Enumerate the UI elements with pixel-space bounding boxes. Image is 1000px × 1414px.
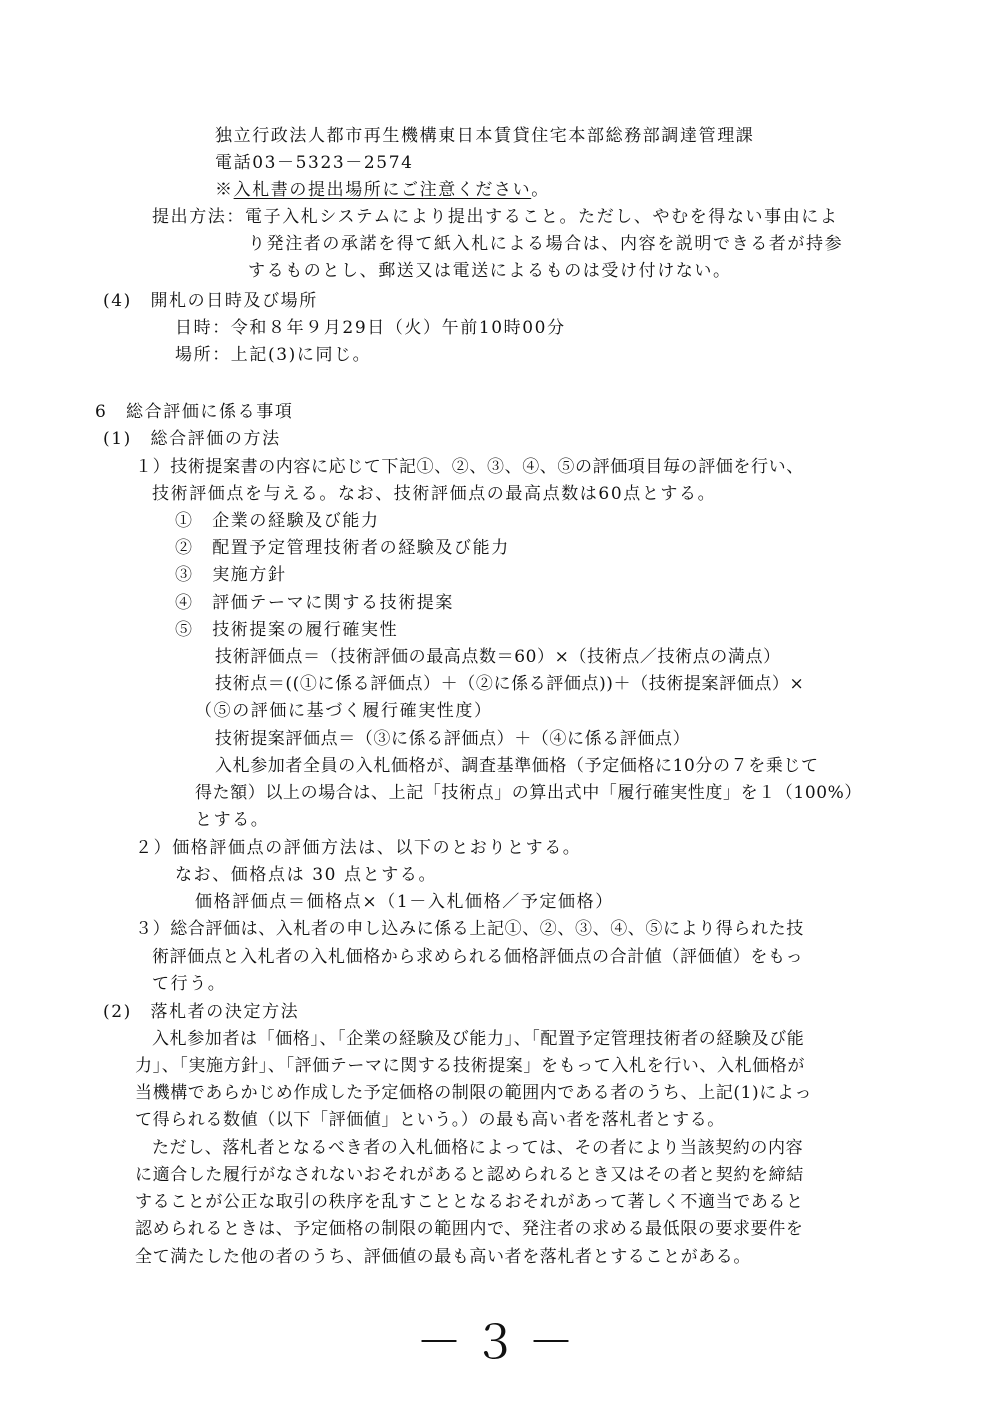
page-number: －３－ <box>416 1315 584 1369</box>
submission-method-line: するものとし、郵送又は電送によるものは受け付けない。 <box>248 261 732 281</box>
paragraph-line: 得た額）以上の場合は、上記「技術点」の算出式中「履行確実性度」を１（100%） <box>195 783 862 803</box>
paragraph-line: ３）総合評価は、入札者の申し込みに係る上記①、②、③、④、⑤により得られた技 <box>135 919 804 939</box>
formula-line: 技術点＝((①に係る評価点）＋（②に係る評価点))＋（技術提案評価点）× <box>215 674 805 694</box>
contact-phone: 電話03－5323－2574 <box>215 153 414 173</box>
paragraph-line: て得られる数値（以下「評価値」という。）の最も高い者を落札者とする。 <box>135 1110 725 1130</box>
submission-method-line: り発注者の承諾を得て紙入札による場合は、内容を説明できる者が持参 <box>248 234 844 254</box>
evaluation-item: ④ 評価テーマに関する技術提案 <box>175 593 454 613</box>
paragraph-line: 入札参加者は「価格」、「企業の経験及び能力」、「配置予定管理技術者の経験及び能 <box>152 1029 805 1049</box>
notice-underlined-text: 入札書の提出場所にご注意ください <box>233 180 532 200</box>
paragraph-line: 当機構であらかじめ作成した予定価格の制限の範囲内である者のうち、上記(1)によっ <box>135 1083 813 1103</box>
paragraph-line: とする。 <box>195 810 270 830</box>
section-heading: 6 総合評価に係る事項 <box>95 402 294 422</box>
submission-notice <box>215 178 550 202</box>
paragraph-line: １）技術提案書の内容に応じて下記①、②、③、④、⑤の評価項目毎の評価を行い、 <box>135 457 804 477</box>
paragraph-line: 全て満たした他の者のうち、評価値の最も高い者を落札者とすることがある。 <box>135 1247 751 1267</box>
evaluation-item: ② 配置予定管理技術者の経験及び能力 <box>175 538 510 558</box>
opening-place: 場所：上記(3)に同じ。 <box>175 345 372 365</box>
section-heading: (4) 開札の日時及び場所 <box>103 291 318 311</box>
evaluation-item: ① 企業の経験及び能力 <box>175 511 380 531</box>
formula-line: 技術提案評価点＝（③に係る評価点）＋（④に係る評価点） <box>215 729 691 749</box>
formula-line: （⑤の評価に基づく履行確実性度） <box>195 701 493 721</box>
paragraph-line: なお、価格点は 30 点とする。 <box>175 865 438 885</box>
formula-line: 価格評価点＝価格点×（1－入札価格／予定価格） <box>195 892 614 912</box>
section-heading: (1) 総合評価の方法 <box>103 429 281 449</box>
paragraph-line: 力」、「実施方針」、「評価テーマに関する技術提案」をもって入札を行い、入札価格が <box>135 1056 805 1076</box>
paragraph-line: 認められるときは、予定価格の制限の範囲内で、発注者の求める最低限の要求要件を <box>135 1219 804 1239</box>
paragraph-line: ２）価格評価点の評価方法は、以下のとおりとする。 <box>135 838 582 858</box>
evaluation-item: ③ 実施方針 <box>175 565 287 585</box>
paragraph-line: に適合した履行がなされないおそれがあると認められるとき又はその者と契約を締結 <box>135 1165 804 1185</box>
paragraph-line: 技術評価点を与える。なお、技術評価点の最高点数は60点とする。 <box>152 484 717 504</box>
contact-department: 独立行政法人都市再生機構東日本賃貸住宅本部総務部調達管理課 <box>215 126 755 146</box>
paragraph-line: 術評価点と入札者の入札価格から求められる価格評価点の合計値（評価値）をもっ <box>152 947 804 967</box>
paragraph-line: 入札参加者全員の入札価格が、調査基準価格（予定価格に10分の７を乗じて <box>215 756 819 776</box>
paragraph-line: て行う。 <box>152 974 227 994</box>
evaluation-item: ⑤ 技術提案の履行確実性 <box>175 620 399 640</box>
notice-mark: ※ <box>215 180 234 200</box>
paragraph-line: ただし、落札者となるべき者の入札価格によっては、その者により当該契約の内容 <box>152 1138 804 1158</box>
opening-datetime: 日時：令和８年９月29日（火）午前10時00分 <box>175 318 566 338</box>
notice-period: 。 <box>531 180 550 200</box>
paragraph-line: することが公正な取引の秩序を乱すこととなるおそれがあって著しく不適当であると <box>135 1192 804 1212</box>
section-heading: (2) 落札者の決定方法 <box>103 1002 300 1022</box>
formula-line: 技術評価点＝（技術評価の最高点数＝60）×（技術点／技術点の満点） <box>215 647 781 667</box>
submission-method-line: 提出方法：電子入札システムにより提出すること。ただし、やむを得ない事由によ <box>152 207 839 227</box>
